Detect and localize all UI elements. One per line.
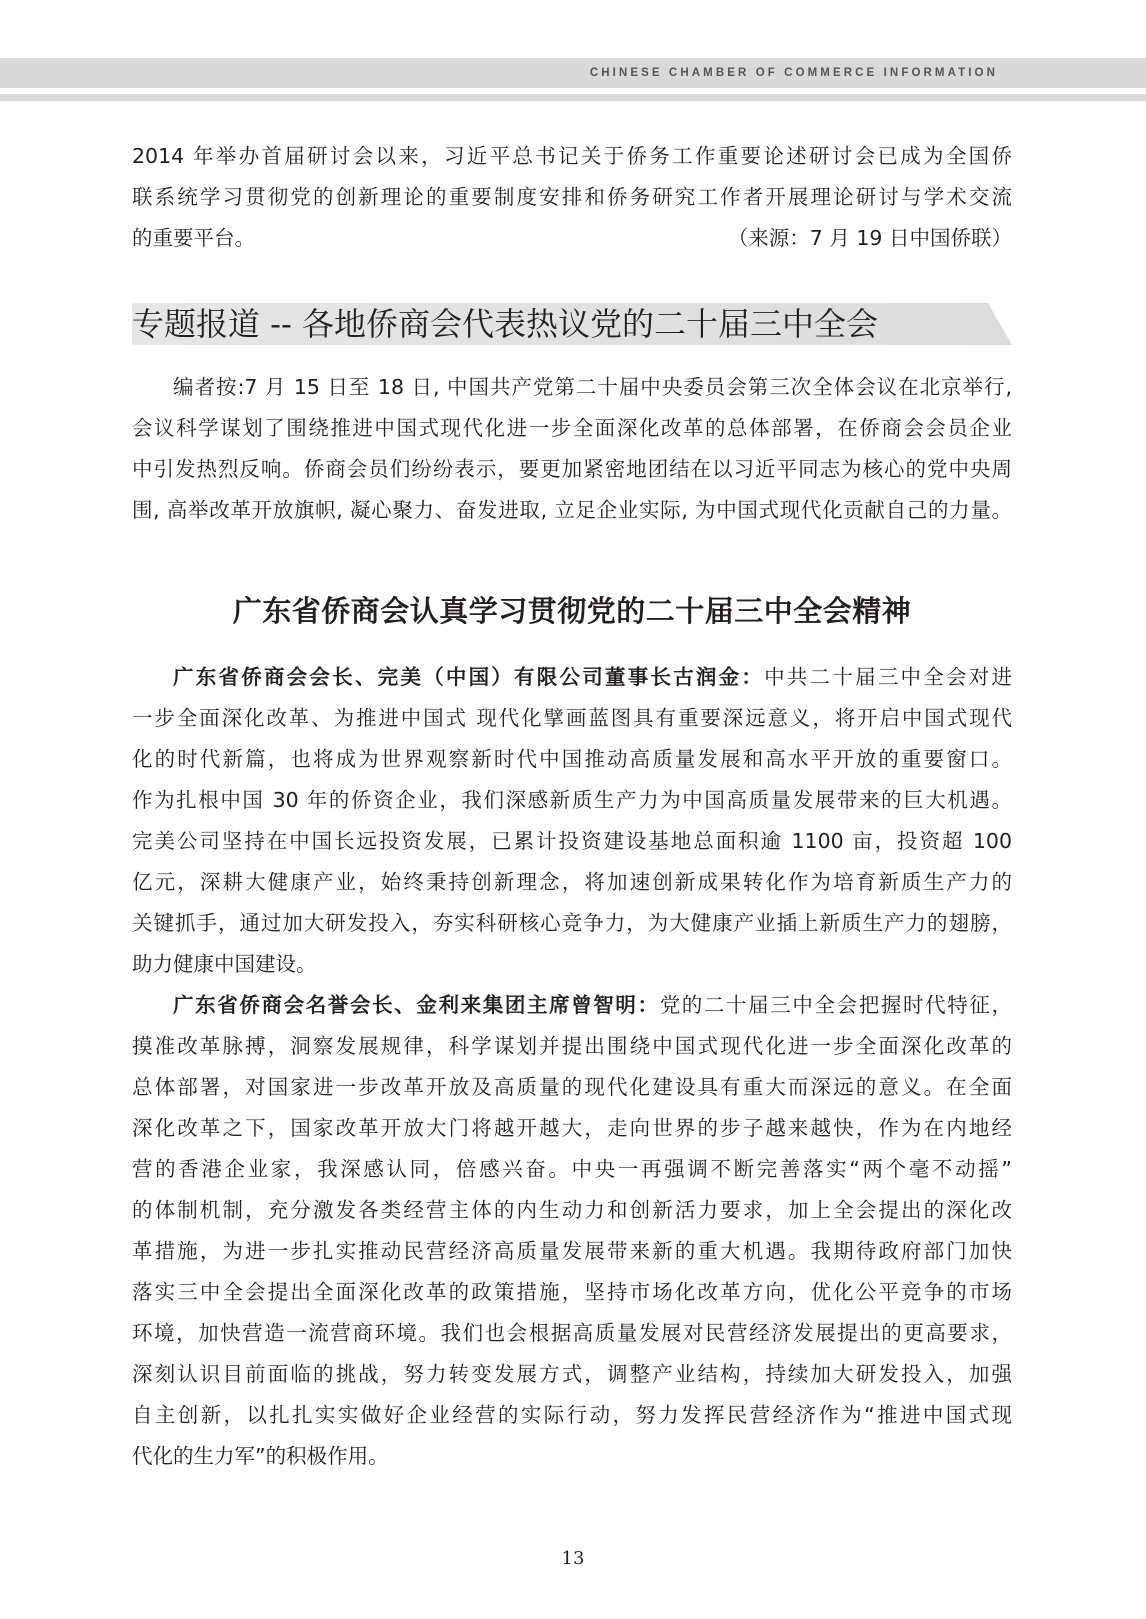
section-heading-bar — [132, 303, 1012, 345]
page-content — [132, 136, 1012, 1477]
paragraph-line: 作为扎根中国 30 年的侨资企业，我们深感新质生产力为中国高质量发展带来的巨大机遇。 — [132, 788, 1012, 812]
paragraph-line: 亿元，深耕大健康产业，始终秉持创新理念，将加速创新成果转化作为培育新质生产力的 — [132, 870, 1012, 894]
running-title: CHINESE CHAMBER OF COMMERCE INFORMATION — [589, 67, 998, 79]
paragraph-line: 一步全面深化改革、为推进中国式 现代化擘画蓝图具有重要深远意义，将开启中国式现代 — [132, 706, 1012, 730]
source-note: （来源：7 月 19 日中国侨联） — [727, 226, 1012, 250]
article-paragraph — [132, 657, 1012, 985]
paragraph-first-line — [132, 985, 1012, 1026]
intro-line: 2014 年举办首届研讨会以来，习近平总书记关于侨务工作重要论述研讨会已成为全国侨 — [132, 144, 1012, 168]
paragraph-line: 代化的生力军”的积极作用。 — [132, 1444, 389, 1468]
paragraph-line: 深化改革之下，国家改革开放大门将越开越大，走向世界的步子越来越快，作为在内地经 — [132, 1116, 1012, 1140]
paragraph-line: 深刻认识目前面临的挑战，努力转变发展方式，调整产业结构，持续加大研发投入，加强 — [132, 1362, 1012, 1386]
paragraph-line: 的体制机制，充分激发各类经营主体的内生动力和创新活力要求，加上全会提出的深化改 — [132, 1198, 1012, 1222]
paragraph-text: 党的二十届三中全会把握时代特征， — [659, 993, 1013, 1017]
paragraph-line: 化的时代新篇，也将成为世界观察新时代中国推动高质量发展和高水平开放的重要窗口。 — [132, 747, 1012, 771]
paragraph-line: 关键抓手，通过加大研发投入，夯实科研核心竞争力，为大健康产业插上新质生产力的翅膀， — [132, 911, 1012, 935]
section-title: 专题报道 -- 各地侨商会代表热议党的二十届三中全会 — [132, 305, 878, 343]
paragraph-line: 营的香港企业家，我深感认同，倍感兴奋。中央一再强调不断完善落实“两个毫不动摇” — [132, 1157, 1012, 1181]
editor-note-line: 会议科学谋划了围绕推进中国式现代化进一步全面深化改革的总体部署，在侨商会会员企业 — [132, 416, 1012, 440]
editor-note-line: 编者按:7 月 15 日至 18 日, 中国共产党第二十届中央委员会第三次全体会议在北京举行, — [173, 375, 1012, 399]
paragraph-line: 落实三中全会提出全面深化改革的政策措施，坚持市场化改革方向，优化公平竞争的市场 — [132, 1280, 1012, 1304]
paragraph-line: 自主创新，以扎扎实实做好企业经营的实际行动，努力发挥民营经济作为“推进中国式现 — [132, 1403, 1012, 1427]
editor-note-line: 中引发热烈反响。侨商会员们纷纷表示，要更加紧密地团结在以习近平同志为核心的党中央周 — [132, 457, 1012, 481]
paragraph-text: 中共二十届三中全会对进 — [764, 665, 1013, 689]
article-title: 广东省侨商会认真学习贯彻党的二十届三中全会精神 — [232, 594, 912, 628]
intro-paragraph — [132, 136, 1012, 259]
speaker-name: 广东省侨商会名誉会长、金利来集团主席曾智明： — [173, 993, 660, 1017]
speaker-name: 广东省侨商会会长、完美（中国）有限公司董事长古润金： — [173, 665, 765, 689]
paragraph-line: 总体部署，对国家进一步改革开放及高质量的现代化建设具有重大而深远的意义。在全面 — [132, 1075, 1012, 1099]
paragraph-first-line — [132, 657, 1012, 698]
header-rule — [0, 94, 1146, 101]
paragraph-line: 助力健康中国建设。 — [132, 952, 317, 976]
intro-line: 联系统学习贯彻党的创新理论的重要制度安排和侨务研究工作者开展理论研讨与学术交流 — [132, 185, 1012, 209]
editor-note-line: 围, 高举改革开放旗帜, 凝心聚力、奋发进取, 立足企业实际, 为中国式现代化贡献自己的力量。 — [132, 498, 1012, 522]
paragraph-line: 完美公司坚持在中国长远投资发展，已累计投资建设基地总面积逾 1100 亩，投资超 100 — [132, 829, 1012, 853]
page-number: 13 — [561, 1548, 585, 1569]
article-paragraph — [132, 985, 1012, 1477]
paragraph-line: 摸准改革脉搏，洞察发展规律，科学谋划并提出围绕中国式现代化进一步全面深化改革的 — [132, 1034, 1012, 1058]
paragraph-line: 环境，加快营造一流营商环境。我们也会根据高质量发展对民营经济发展提出的更高要求， — [132, 1321, 1012, 1345]
editor-note — [132, 367, 1012, 531]
intro-line: 的重要平台。 — [132, 226, 255, 250]
paragraph-line: 革措施，为进一步扎实推动民营经济高质量发展带来新的重大机遇。我期待政府部门加快 — [132, 1239, 1012, 1263]
